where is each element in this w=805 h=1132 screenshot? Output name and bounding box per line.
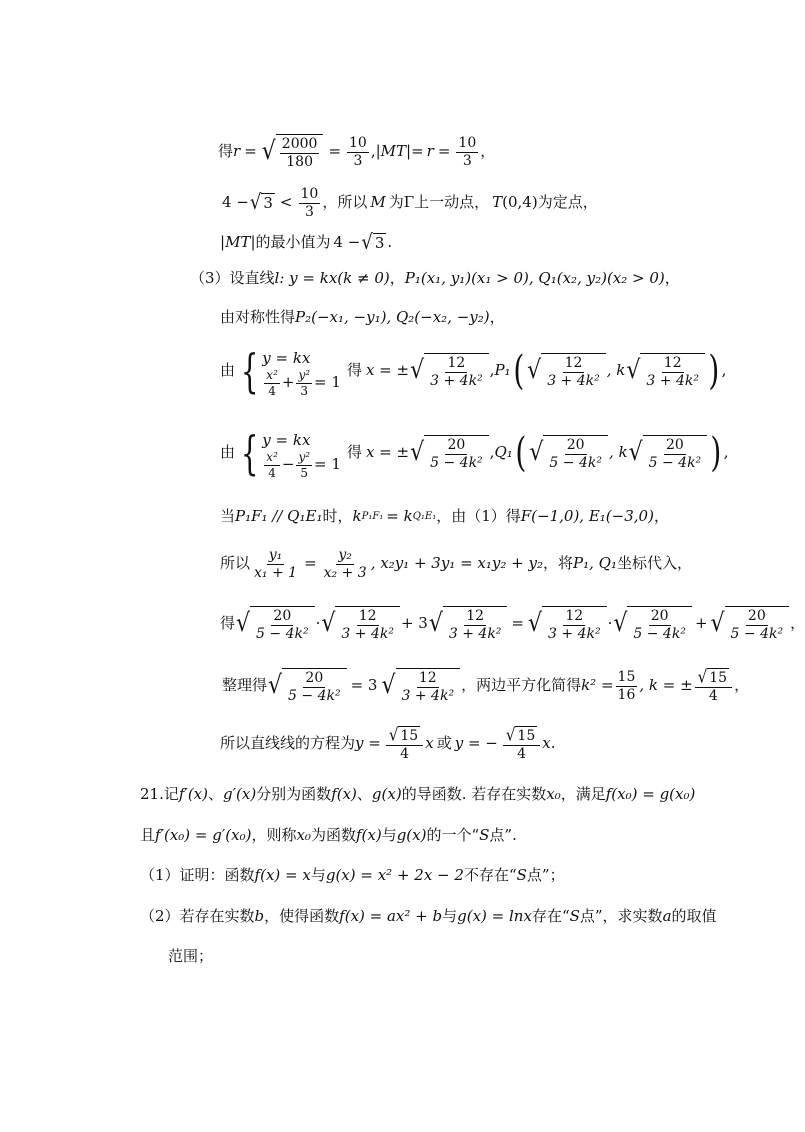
math-expr: f(x) = ax² + b [339,907,443,926]
line-simplify [222,662,749,710]
text: ，两边平方化简得 [461,676,582,695]
math-expr: k² = [581,676,614,695]
math-expr: P₁, Q₁ [573,554,617,573]
problem-21-statement [140,781,695,809]
math-var: x [542,734,551,753]
text: 分别为函数 [256,785,332,804]
text: 或 [436,734,452,753]
text: ，将 [542,554,573,573]
fraction: $\frac{\text{y₂}}{\text{x₂ + 3}}$ [323,546,367,581]
text: （2）若存在实数 [140,907,255,926]
text: ， [653,507,669,526]
text: 与 [310,866,326,885]
text: ， [480,142,496,161]
math-expr: f(x) [331,785,357,804]
sqrt-expr: √ $\frac{20}{\text{5 − 4k²}}$ [268,668,347,705]
math-var: b [254,907,265,926]
text: 所以 [220,554,251,573]
text: 且 [140,826,156,845]
text: 由 [220,443,236,462]
text: , [721,361,727,380]
sqrt-expr: √ $\frac{20}{\text{5 − 4k²}}$ [410,435,489,472]
math-op: + 3 [400,614,428,633]
math-var: a [662,907,672,926]
math-op: < [279,193,293,212]
math-op: , [489,361,495,380]
text: 当 [220,507,236,526]
math-var: T [492,193,503,212]
problem-21-part2-cont [168,944,213,970]
text: 点”. [489,826,517,845]
math-op: + [694,614,708,633]
line-part3-setup [190,266,680,292]
text: 坐标代入， [616,554,692,573]
sqrt-expr: √ $\frac{12}{\text{3 + 4k²}}$ [410,353,489,390]
line-min-value [220,230,392,256]
math-expr: P₁(x₁, y₁)(x₁ > 0), Q₁(x₂, y₂)(x₂ > 0) [404,269,665,288]
math-var: M [370,193,386,212]
sqrt-expr: √ $\frac{20}{\text{5 − 4k²}}$ [629,435,708,472]
math-op: · [607,614,613,633]
sqrt-expr: √ $\frac{20}{\text{5 − 4k²}}$ [613,606,692,643]
subscript: Q₁E₁ [412,511,437,523]
text: 由 [220,361,236,380]
text: 21.记 [140,785,179,804]
sqrt-expr: √ $\frac{20}{\text{5 − 4k²}}$ [711,606,790,643]
math-expr: , k [608,443,628,462]
math-op: ,| [370,142,381,161]
text: 、 [356,785,372,804]
text: 不存在“ [463,866,517,885]
text: ， [664,269,680,288]
text: 得 [220,614,236,633]
text: 由对称性得 [220,308,296,327]
problem-21-part1 [140,862,565,890]
text: 与 [381,826,397,845]
math-expr: : y = kx(k ≠ 0) [279,269,390,288]
math-expr: , k [606,361,626,380]
math-expr: = k [386,507,413,526]
math-expr: g(x) = x² + 2x − 2 [325,866,464,885]
math-expr: x = ± [365,361,410,380]
math-expr: 4 − [333,233,361,252]
fraction: $\frac{15}{16}$ [617,668,636,703]
text: 的取值 [671,907,717,926]
text: ，使得函数 [264,907,340,926]
math-expr: (0,4) [502,193,538,212]
math-op: = [511,614,524,633]
math-expr: F(−1,0), E₁(−3,0) [520,507,654,526]
text: ， [790,614,805,633]
math-expr: = 3 [350,676,378,695]
text: 存在“ [531,907,570,926]
math-expr: f(x) = x [254,866,311,885]
sqrt-expr: √ $\frac{2000}{180}$ [262,134,324,171]
math-var: S [479,826,490,845]
math-expr: f′(x) [178,785,208,804]
text: 整理得 [222,676,268,695]
sqrt-expr: √ 3 [249,190,273,215]
text: （3）设直线 [190,269,275,288]
problem-21-part2 [140,903,717,931]
text: ，所以 [322,193,368,212]
math-var: S [516,866,527,885]
text: 点”，求实数 [579,907,663,926]
text: ，由（1）得 [436,507,521,526]
line-parallel-condition [220,503,669,531]
text: 得 [346,443,362,462]
math-op: | [220,233,226,252]
text: |的最小值为 [250,233,331,252]
fraction: $\frac{\text{y₁}}{\text{x₁ + 1}}$ [254,546,298,581]
sqrt-expr: √ $\frac{20}{\text{5 − 4k²}}$ [529,435,608,472]
math-op: = [304,554,317,573]
math-expr: , x₂y₁ + 3y₁ = x₁y₂ + y₂ [370,554,543,573]
text: . [387,233,393,252]
math-expr: P₂(−x₁, −y₁), Q₂(−x₂, −y₂) [295,308,490,327]
math-var: P₁ [494,361,511,380]
math-op: , [489,443,495,462]
math-expr: 4 − [222,193,249,212]
math-var: Q₁ [494,443,513,462]
sqrt-expr: √ $\frac{12}{\text{3 + 4k²}}$ [527,353,606,390]
problem-21-definition [140,822,517,850]
text: 的一个“ [426,826,480,845]
math-expr: f(x) [355,826,382,845]
text: （1）证明：函数 [140,866,255,885]
line-radius-result [218,130,495,174]
math-expr: f(x₀) = g(x₀) [605,785,696,804]
line-inequality [222,183,598,223]
text: ， [734,676,750,695]
text: 为函数 [310,826,356,845]
math-expr: f′(x₀) = g′(x₀) [155,826,252,845]
equation-system: { y = kx $\frac{\text{x²}}{4}$ − $\frac{\text{y²}}{5}$ = 1 [240,426,341,480]
text: ， [389,269,405,288]
text: 得 [218,142,234,161]
math-expr: g(x) [371,785,402,804]
math-expr: g′(x) [223,785,257,804]
line-system-ellipse: 由 { y = kx $\frac{\text{x²}}{4}$ + $\frac{\text{y²}}{3}$ = 1 得 x = ± √ $\frac{12}{\text{3 + 4k²}}$ , P₁ ( √ $\frac{12}{\text{3 + 4k²}}$ , k √ $\frac{12}{\text{3 + 4k²}}$ ) , [220,344,727,398]
math-expr: P₁F₁ // Q₁E₁ [235,507,323,526]
sqrt-expr: √ $\frac{12}{\text{3 + 4k²}}$ [321,606,400,643]
text: 时， [322,507,353,526]
math-expr: y = [355,734,381,753]
math-var: x₀ [296,826,311,845]
text: 的导函数. 若存在实数 [401,785,547,804]
math-var: r [426,142,434,161]
line-symmetry [220,305,505,331]
fraction: √ 15 4 [503,726,540,763]
text: 范围； [168,947,214,966]
fraction: $\frac{10}{3}$ [458,134,477,169]
math-expr: g(x) [396,826,427,845]
sqrt-expr: √ 3 [361,230,385,255]
text: , [723,443,729,462]
text: 与 [442,907,458,926]
line-substitution [220,600,805,648]
math-op: = [244,142,257,161]
math-op: = [437,142,451,161]
sqrt-expr: √ $\frac{12}{\text{3 + 4k²}}$ [626,353,705,390]
sqrt-expr: √ $\frac{20}{\text{5 − 4k²}}$ [236,606,315,643]
equation-system: { y = kx $\frac{\text{x²}}{4}$ + $\frac{\text{y²}}{3}$ = 1 [240,344,341,398]
text: 所以直线线的方程为 [220,734,356,753]
text: 点”； [526,866,565,885]
math-expr: g(x) = lnx [457,907,532,926]
math-var: x [425,734,434,753]
text: 为定点， [537,193,598,212]
math-var: l [274,269,280,288]
text: 得 [346,361,362,380]
line-final-equation [220,722,556,766]
math-op: · [315,614,321,633]
math-var: S [569,907,580,926]
fraction: √ 15 4 [695,668,732,705]
sqrt-expr: √ $\frac{12}{\text{3 + 4k²}}$ [528,606,607,643]
text: ，则称 [251,826,297,845]
subscript: P₁F₁ [361,511,384,523]
math-var: x₀ [546,785,561,804]
math-var: r [233,142,241,161]
math-op: |= [406,142,424,161]
math-var: k [352,507,362,526]
line-system-hyperbola: 由 { y = kx $\frac{\text{x²}}{4}$ − $\frac{\text{y²}}{5}$ = 1 得 x = ± √ $\frac{20}{\text{5 − 4k²}}$ , Q₁ ( √ $\frac{20}{\text{5 − 4k²}}$ , k √ $\frac{20}{\text{5 − 4k²}}$ ) , [220,426,729,480]
math-var: MT [225,233,251,252]
sqrt-expr: √ $\frac{12}{\text{3 + 4k²}}$ [429,606,508,643]
fraction: √ 15 4 [386,726,423,763]
text: 、 [207,785,223,804]
text: . [550,734,556,753]
fraction: $\frac{10}{3}$ [300,185,319,220]
text: ， [489,308,505,327]
fraction: $\frac{2000}{180}$ [281,135,318,170]
sqrt-expr: √ $\frac{12}{\text{3 + 4k²}}$ [381,668,460,705]
math-expr: , k = ± [639,676,693,695]
text: 为Γ上一动点， [388,193,490,212]
text: ，满足 [560,785,606,804]
math-expr: y = − [454,734,498,753]
math-expr: x = ± [365,443,410,462]
line-slope-equation [220,543,692,585]
math-var: MT [380,142,407,161]
fraction: $\frac{10}{3}$ [349,134,367,169]
math-op: = [328,142,342,161]
